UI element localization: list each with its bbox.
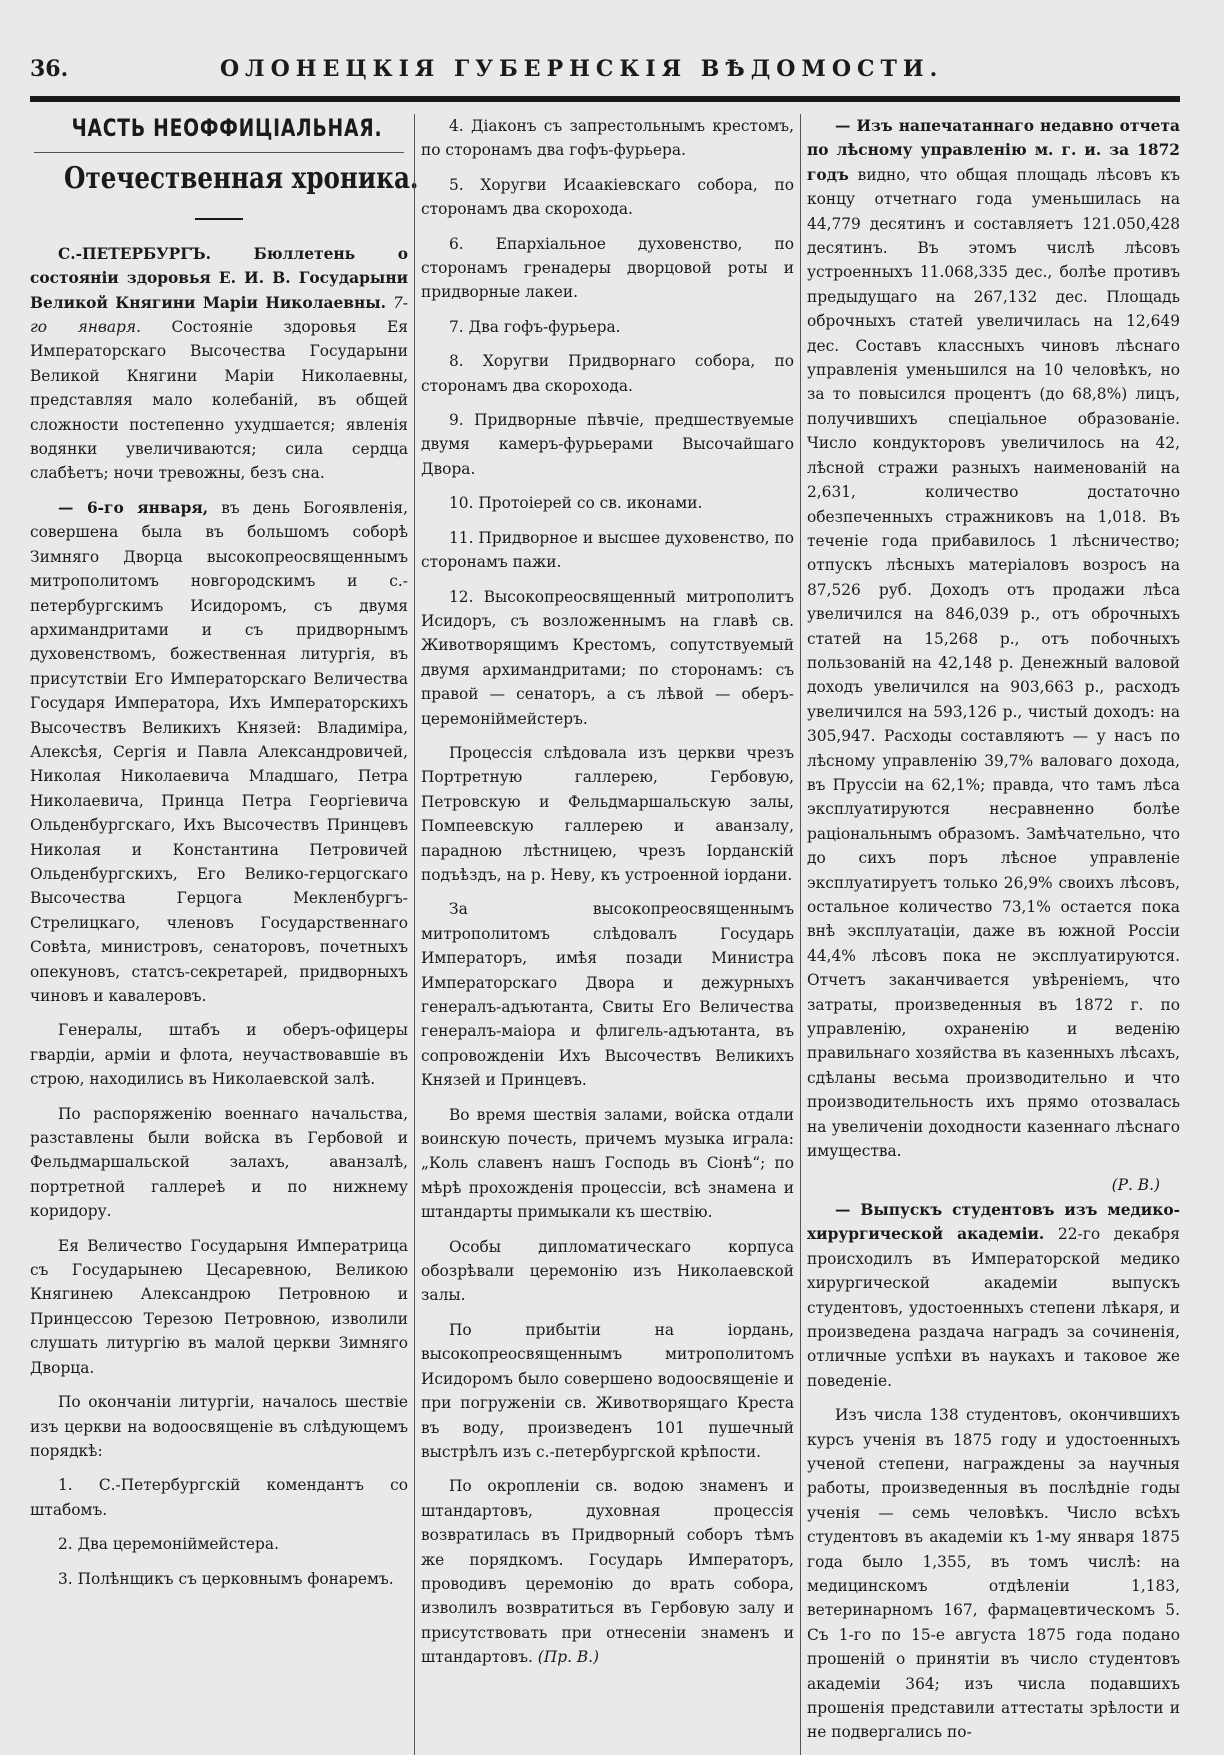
running-title: ОЛОНЕЦКІЯ ГУБЕРНСКІЯ ВѢДОМОСТИ. [220,56,944,82]
list-item: 7. Два гофъ-фурьера. [449,317,621,336]
academy-text: 22-го декабря происходилъ въ Императорской медико хирургической академіи выпускъ студентовъ, удостоенныхъ степени лѣкаря, и произведена раздача наградъ за сочиненія, отличные успѣхи въ наукахъ и таковое же поведеніе. [807,1225,1180,1390]
list-item: 6. Епархіальное духовенство, по сторонамъ гренадеры дворцовой роты и придворные лакеи. [421,234,794,302]
list-item: 2. Два церемоніймейстера. [58,1535,279,1554]
list-item: 1. С.-Петербургскій комендантъ со штабомъ. [30,1476,408,1519]
list-item: 5. Хоругви Исаакіевскаго собора, по сторонамъ два скорохода. [421,175,794,219]
column-3 [800,114,1180,1755]
list-item: 3. Полѣнщикъ съ церковнымъ фонаремъ. [58,1569,394,1588]
return-text: По окропленіи св. водою знаменъ и штандартовъ, духовная процессія возвратилась въ Придворный соборъ тѣмъ же порядкомъ. Государь Императоръ, проводивъ церемонію до врать собора, изволилъ возвратиться въ Гербовую залу и присутствовать при отнесеніи знаменъ и штандартовъ. [421,1477,794,1667]
list-item: 12. Высокопреосвященный митрополитъ Исидоръ, съ возложеннымъ на главѣ св. Животворящимъ Крестомъ, сопутствуемый двумя архимандритами; по сторонамъ: съ правой — сенаторъ, а съ лѣвой — оберъ-церемоніймейстеръ. [421,587,794,728]
academy-lead: — Выпускъ студентовъ изъ медико-хирургической академіи. [807,1200,1180,1244]
forest-text: видно, что общая площадь лѣсовъ къ концу отчетнаго года уменьшилась на 44,779 десятинъ и составляетъ 121.050,428 десятинъ. Въ этомъ числѣ лѣсовъ устроенныхъ 11.068,335 дес., болѣе противъ предыдущаго на 267,132 дес. Площадь оброчныхъ статей увеличилась на 12,649 дес. Составъ классныхъ чиновъ лѣснаго управленія уменьшился на 10 человѣкъ, но за то повысился процентъ (до 68,8%) лицъ, получившихъ спеціальное образованіе. Число кондукторовъ увеличилось на 42, лѣсной стражи разныхъ наименованій на 2,631, количество достаточно обезпеченныхъ стражниковъ на 1,018. Въ теченіе года прибавилось 1 лѣсничество; отпускъ лѣсныхъ матеріаловъ возросъ на 87,526 руб. Доходъ отъ продажи лѣса увеличился на 846,039 р., отъ оброчныхъ статей на 15,268 р., отъ побочныхъ пользованій на 42,148 р. Денежный валовой доходъ увеличился на 903,663 р., расходъ увеличился на 593,126 р., чистый доходъ: на 305,947. Расходы составляютъ — у насъ по лѣсному управленію 39,7% валоваго дохода, въ Пруссіи на 62,1%; правда, что тамъ лѣса эксплуатируются несравненно болѣе раціональнымъ образомъ. Замѣчательно, что до сихъ поръ лѣсное управленіе эксплуатируетъ только 26,9% своихъ лѣсовъ, остальное количество 73,1% остается пока внѣ эксплуатаціи, даже въ южной Россіи 44,4% лѣсовъ пока не эксплуатируются. Отчетъ заканчивается увѣреніемъ, что затраты, произведенныя въ 1872 г. по управленію, охраненію и веденію правильнаго хозяйства въ казенныхъ лѣсахъ, сдѣланы весьма производительно и что производительность ихъ прямо отозвалась на увеличеніи доходности казеннаго лѣснаго имущества. [807,165,1180,1161]
honors-paragraph: Во время шествія залами, войска отдали воинскую почесть, причемъ музыка играла: „Коль славенъ нашъ Господь въ Сіонѣ“; по мѣрѣ прохожденія процессіи, всѣ знамена и штандарты примыкали къ шествію. [421,1105,794,1222]
procession-intro: По окончаніи литургіи, началось шествіе изъ церкви на водоосвященіе въ слѣдующемъ порядкѣ: [30,1393,408,1460]
epiphany-lead: — 6-го января, [58,498,209,517]
chronicle-heading: Отечественная хроника. [64,161,419,197]
students-paragraph: Изъ числа 138 студентовъ, окончившихъ курсъ ученія въ 1875 году и удостоенныхъ ученой степени, награждены за научныя работы, произведенныя въ послѣдніе годы ученія — семь человѣкъ. Число всѣхъ студентовъ въ академіи къ 1-му января 1875 года было 1,355, въ томъ числѣ: на медицинскомъ отдѣленіи 1,183, ветеринарномъ 167, фармацевтическомъ 5. Съ 1-го по 15-е августа 1875 года подано прошеній о принятіи въ число студентовъ академіи 364; изъ числа подавшихъ прошенія представили аттестаты зрѣлости и не подвергались по- [807,1406,1180,1742]
article-columns [30,114,1180,1755]
list-item: 4. Діаконъ съ запрестольнымъ крестомъ, по сторонамъ два гофъ-фурьера. [421,117,794,160]
route-paragraph: Процессія слѣдовала изъ церкви чрезъ Портретную галлерею, Гербовую, Петровскую и Фельдмаршальскую залы, Помпеевскую галлерею и аванзалу, парадною лѣстницею, чрезъ Іорданскій подъѣздъ, на р. Неву, къ устроенной іордани. [421,743,794,884]
column-2 [414,114,794,1755]
diplomats-paragraph: Особы дипломатическаго корпуса обозрѣвали церемонію изъ Николаевской залы. [421,1237,794,1305]
section-divider [34,152,404,153]
epiphany-text: въ день Богоявленія, совершена была въ большомъ соборѣ Зимняго Дворца высокопреосвященнымъ митрополитомъ новгородскимъ и с.-петербургскимъ Исидоромъ, съ двумя архимандритами и съ придворнымъ духовенствомъ, божественная литургія, въ присутствіи Его Императорскаго Величества Государя Императора, Ихъ Императорскихъ Высочествъ Великихъ Князей: Владиміра, Алексѣя, Сергія и Павла Александровичей, Николая Николаевича Младшаго, Петра Николаевича, Принца Петра Георгіевича Ольденбургскаго, Ихъ Высочествъ Принцевъ Николая и Константина Петровичей Ольденбургскихъ, Его Велико-герцогскаго Высочества Герцога Мекленбургъ-Стрелицкаго, членовъ Государственнаго Совѣта, министровъ, сенаторовъ, почетныхъ опекуновъ, статсъ-секретарей, придворныхъ чиновъ и кавалеровъ. [30,498,408,1005]
bulletin-text: Состояніе здоровья Ея Императорскаго Высочества Государыни Великой Княгини Маріи Николаевны, представляя мало колебаній, въ общей сложности постепенно ухудшается; явленія водянки увеличиваются; сила сердца слабѣетъ; ночи тревожны, безъ сна. [30,318,408,483]
academy-paragraph [807,1198,1180,1393]
bulletin-date: 7-го января. [30,293,408,337]
source-signature: (Пр. В.) [537,1648,600,1667]
forest-lead: — Изъ напечатаннаго недавно отчета по лѣсному управленію м. г. и. за 1872 годъ [807,117,1180,184]
bulletin-lead: С.-ПЕТЕРБУРГЪ. Бюллетень о состояніи здоровья Е. И. В. Государыни Великой Княгини Маріи Николаевны. [30,244,408,312]
jordan-paragraph: По прибытіи на іордань, высокопреосвященнымъ митрополитомъ Исидоромъ было совершено водоосвященіе и при погруженіи св. Животворящаго Креста въ воду, произведенъ 101 пушечный выстрѣлъ изъ с.-петербургской крѣпости. [421,1320,794,1461]
return-paragraph [421,1474,794,1669]
epiphany-paragraph [30,496,408,1009]
empress-paragraph: Ея Величество Государыня Императрица съ Государынею Цесаревною, Великою Княгинею Александрою Петровною и Принцессою Терезою Петровною, изволили слушать литургію въ малой церкви Зимняго Дворца. [30,1236,408,1377]
section-title: ЧАСТЬ НЕОФФИЦІАЛЬНАЯ. [71,114,383,142]
column-1 [30,114,419,1755]
bulletin-paragraph [30,242,408,486]
page-header [30,44,1180,84]
emperor-paragraph: За высокопреосвященнымъ митрополитомъ слѣдовалъ Государь Императоръ, имѣя позади Министра Императорскаго Двора и дежурныхъ генералъ-адъютанта, Свиты Его Величества генералъ-маіора и флигель-адъютанта, въ сопровожденіи Ихъ Высочествъ Великихъ Князей и Принцевъ. [421,900,794,1090]
list-item: 8. Хоругви Придворнаго собора, по сторонамъ два скорохода. [421,352,794,395]
procession-list-part-2 [421,114,794,731]
header-rule [30,96,1180,102]
troops-paragraph: По распоряженію военнаго начальства, разставлены были войска въ Гербовой и Фельдмаршальской залахъ, аванзалѣ, портретной галлереѣ и по нижнему коридору. [30,1104,408,1221]
list-item: 9. Придворные пѣвчіе, предшествуемые двумя камеръ-фурьерами Высочайшаго Двора. [421,411,794,478]
procession-list-part-1 [30,1473,408,1591]
forest-signature: (Р. В.) [1111,1176,1160,1195]
forest-paragraph [807,114,1180,1163]
heading-dash [195,218,243,220]
list-item: 10. Протоіерей со св. иконами. [449,494,703,513]
list-item: 11. Придворное и высшее духовенство, по сторонамъ пажи. [421,528,794,572]
generals-paragraph: Генералы, штабъ и оберъ-офицеры гвардіи, арміи и флота, неучаствовавшіе въ строю, находились въ Николаевской залѣ. [30,1021,408,1089]
page-number: 36. [30,56,69,82]
